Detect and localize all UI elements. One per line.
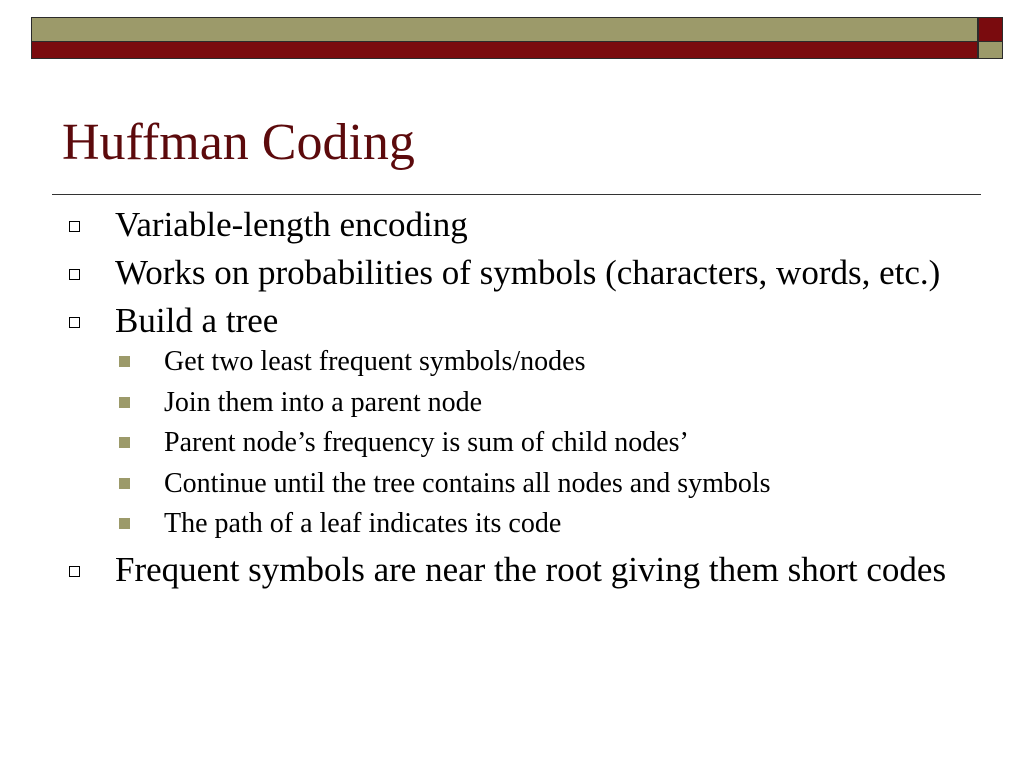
filled-square-icon (119, 518, 130, 529)
sub-bullet-text: The path of a leaf indicates its code (164, 508, 562, 539)
sub-bullet-list (62, 342, 982, 545)
hollow-square-icon (69, 317, 80, 328)
bullet-text: Works on probabilities of symbols (characters, words, etc.) (115, 253, 941, 292)
header-olive-bar (31, 17, 978, 42)
bullet-item (62, 551, 982, 589)
hollow-square-icon (69, 269, 80, 280)
hollow-square-icon (69, 221, 80, 232)
sub-bullet-item (62, 504, 982, 545)
header-maroon-bar (31, 42, 978, 59)
bullet-text: Build a tree (115, 301, 279, 340)
slide-title: Huffman Coding (62, 114, 415, 171)
sub-bullet-item (62, 383, 982, 424)
bullet-item (62, 206, 982, 244)
sub-bullet-item (62, 342, 982, 383)
sub-bullet-text: Join them into a parent node (164, 386, 483, 418)
bullet-text: Variable-length encoding (115, 205, 468, 244)
bullet-list (62, 206, 982, 599)
filled-square-icon (119, 356, 130, 367)
header-olive-square (978, 42, 1003, 59)
sub-bullet-text: Get two least frequent symbols/nodes (164, 346, 586, 377)
bullet-item (62, 302, 982, 340)
filled-square-icon (119, 437, 130, 448)
sub-bullet-text: Parent node’s frequency is sum of child nodes’ (164, 427, 689, 458)
bullet-item (62, 254, 982, 292)
hollow-square-icon (69, 566, 80, 577)
sub-bullet-item (62, 464, 982, 505)
filled-square-icon (119, 397, 130, 408)
sub-bullet-text: Continue until the tree contains all nodes and symbols (164, 467, 771, 499)
header-maroon-square (978, 17, 1003, 42)
title-divider (52, 194, 981, 195)
bullet-text: Frequent symbols are near the root giving them short codes (115, 549, 947, 589)
filled-square-icon (119, 478, 130, 489)
sub-bullet-item (62, 423, 982, 464)
